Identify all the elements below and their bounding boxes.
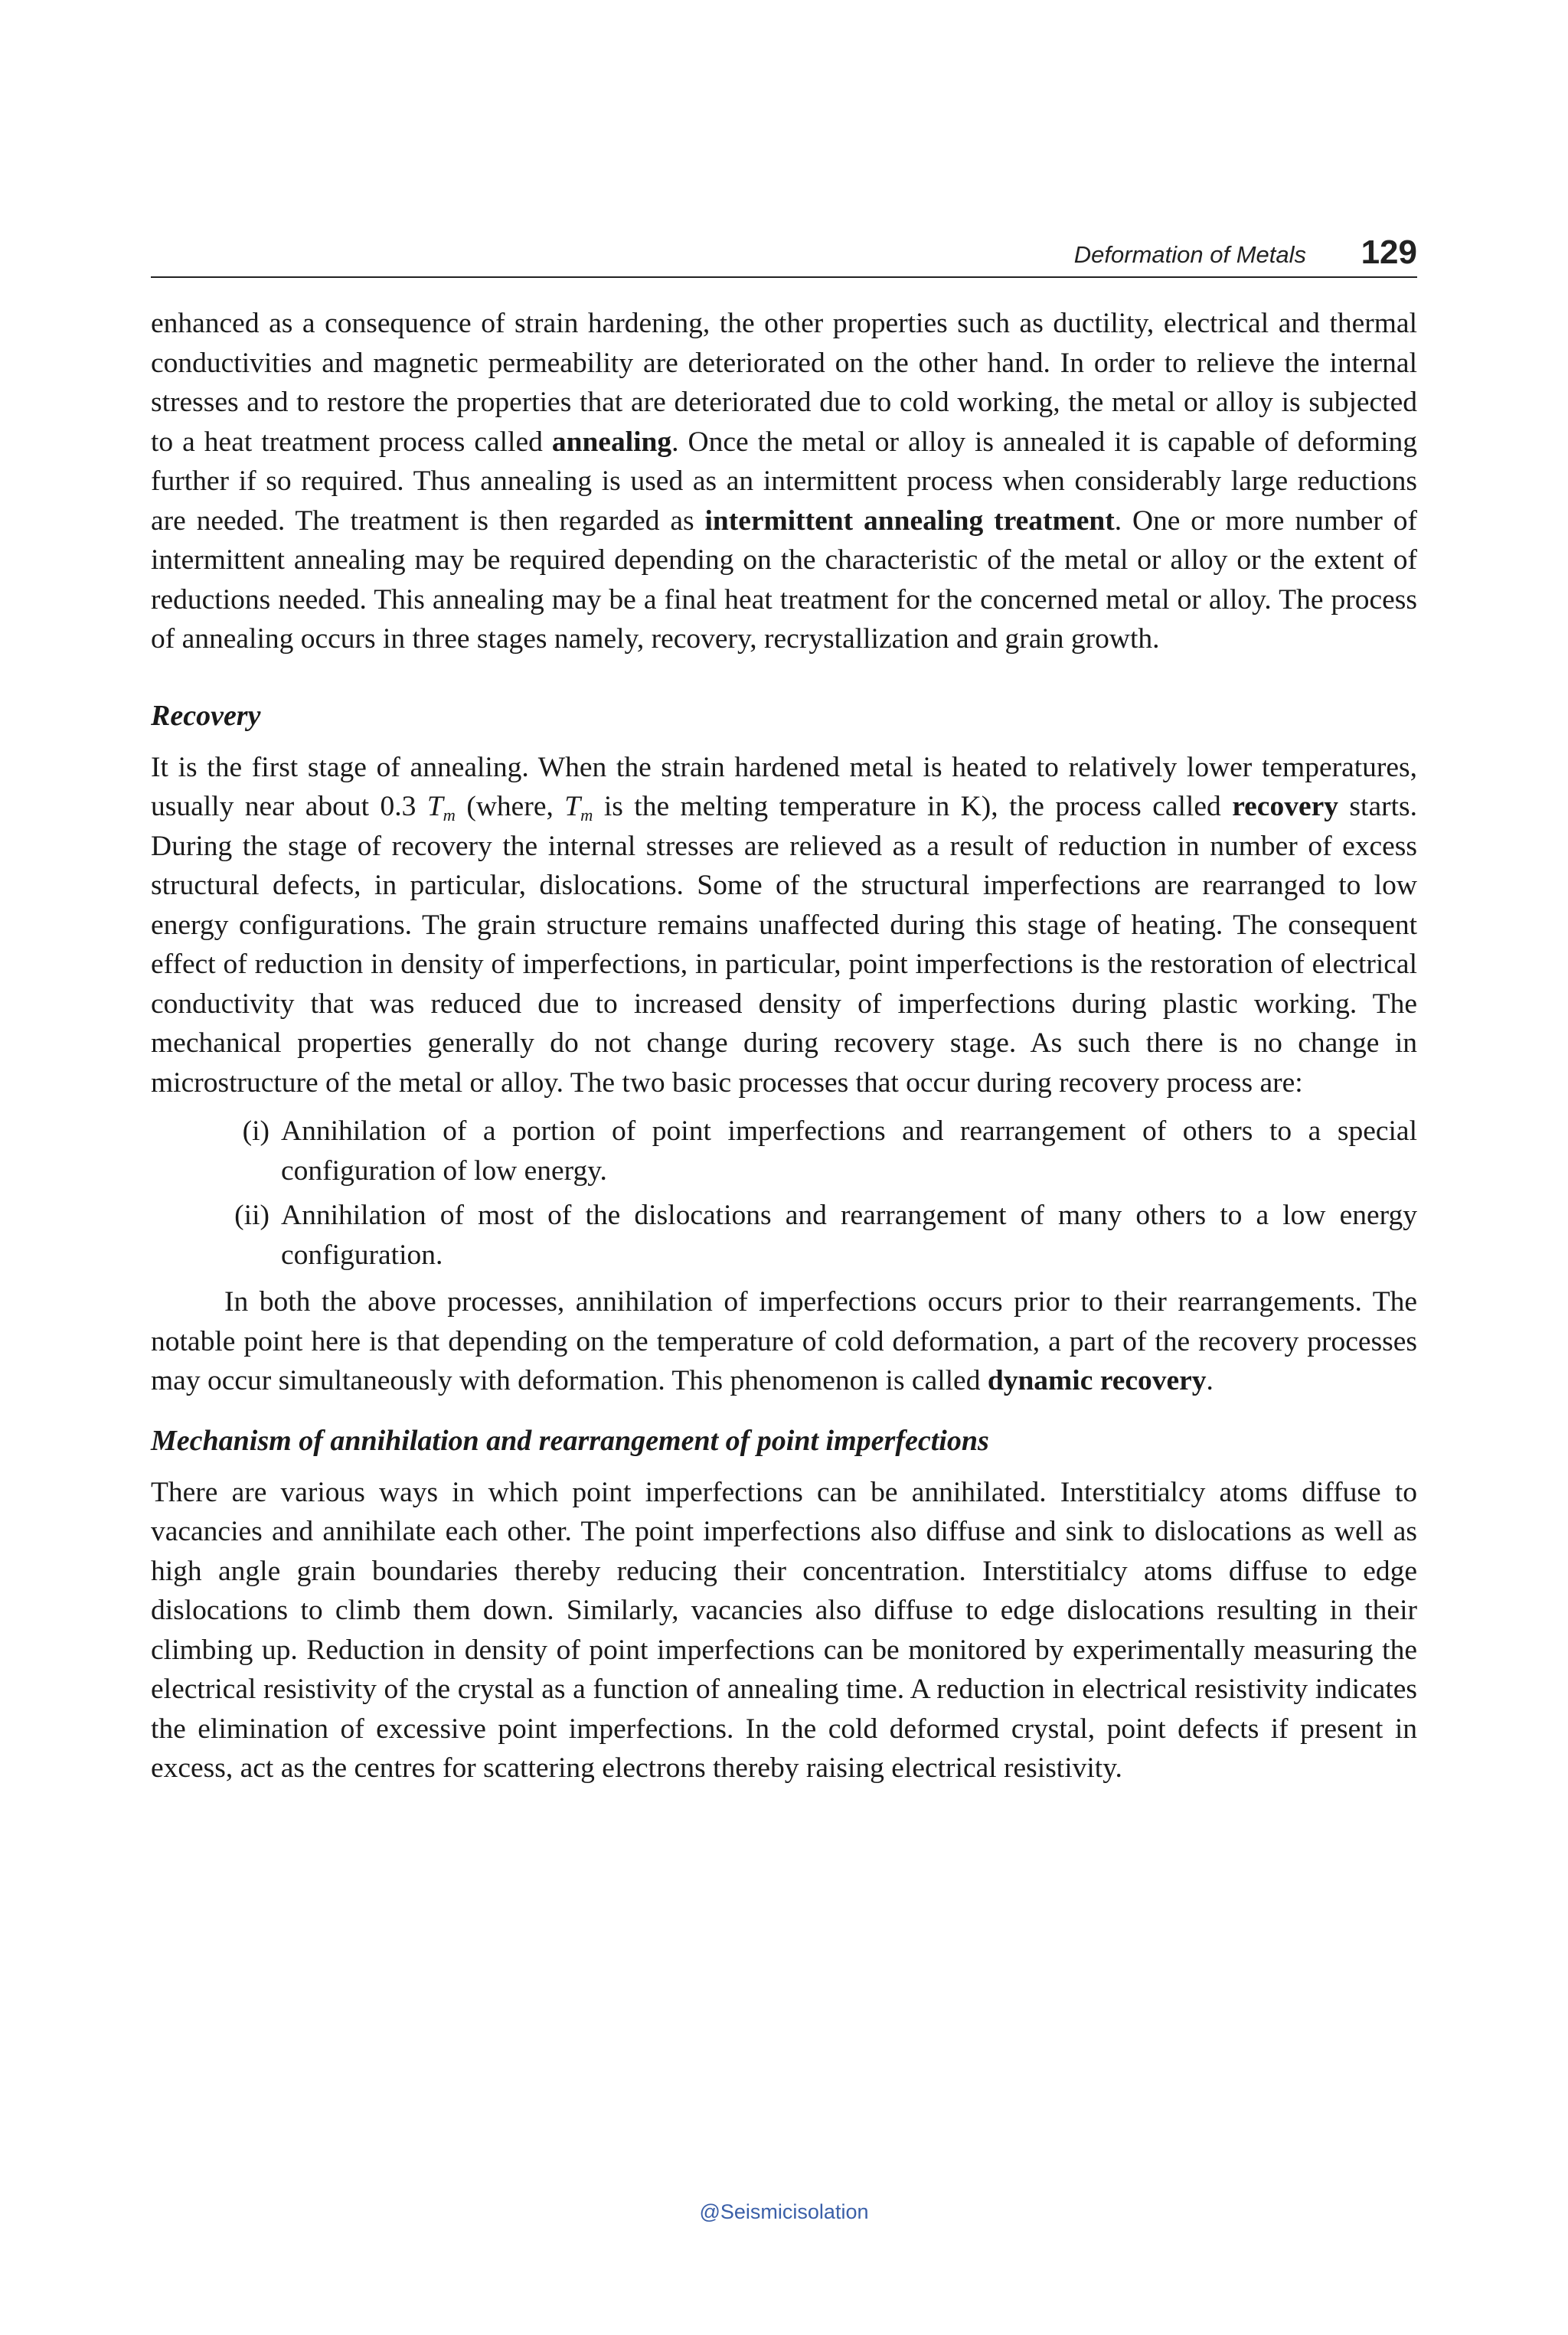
para-text: is the melting temperature in K), the process called <box>593 791 1233 822</box>
term-recovery: recovery <box>1232 791 1338 822</box>
paragraph-dynamic-recovery <box>151 1282 1417 1401</box>
list-item <box>151 1112 1417 1190</box>
running-header <box>151 234 1417 278</box>
running-title: Deformation of Metals <box>1073 241 1306 268</box>
para-text: starts. During the stage of recovery the internal stresses are relieved as a result of reduction in number of excess structural defects, in particular, dislocations. Some of the structural imperfections are rearranged to low energy configurations. The grain structure remains unaffected during this stage of heating. The consequent effect of reduction in density of imperfections, in particular, point imperfections is the restoration of electrical conductivity that was reduced due to increased density of imperfections during plastic working. The mechanical properties generally do not change during recovery stage. As such there is no change in microstructure of the metal or alloy. The two basic processes that occur during recovery process are: <box>151 791 1417 1099</box>
para-text: In both the above processes, annihilation of imperfections occurs prior to their rearrangements. The notable point here is that depending on the temperature of cold deformation, a part of the recovery processes may occur simultaneously with deformation. This phenomenon is called <box>151 1286 1417 1396</box>
paragraph-mechanism: There are various ways in which point imperfections can be annihilated. Interstitialcy atoms diffuse to vacancies and annihilate each other. The point imperfections also diffuse and sink to dislocations as well as high angle grain boundaries thereby reducing their concentration. Interstitialcy atoms diffuse to edge dislocations to climb them down. Similarly, vacancies also diffuse to edge dislocations resulting in their climbing up. Reduction in density of point imperfections can be monitored by experimentally measuring the electrical resistivity of the crystal as a function of annealing time. A reduction in electrical resistivity indicates the elimination of excessive point imperfections. In the cold deformed crystal, point defects if present in excess, act as the centres for scattering electrons thereby raising electrical resistivity. <box>151 1476 1417 1784</box>
heading-recovery: Recovery <box>151 699 261 732</box>
list-item-text: Annihilation of a portion of point imperfections and rearrangement of others to a special configuration of low energy. <box>281 1115 1417 1187</box>
symbol-Tm: $T_m$ <box>564 791 593 825</box>
watermark: @Seismicisolation <box>699 2200 869 2223</box>
para-text: (where, <box>455 791 565 822</box>
body-text <box>151 304 1417 1788</box>
page-number: 129 <box>1361 234 1417 271</box>
list-marker: (i) <box>242 1115 270 1147</box>
para-text: . Once the metal or alloy is annealed it is capable of deforming further if so required. Thus annealing is used as an intermittent process when considerably large reductions are needed. The treatment is then regarded as <box>151 426 1417 537</box>
symbol-Tm: $T_m$ <box>426 791 456 825</box>
para-text: enhanced as a consequence of strain hardening, the other properties such as ductility, electrical and thermal conductivities and magnetic permeability are deteriorated on the other hand. In order to relieve the internal stresses and to restore the properties that are deteriorated due to cold working, the metal or alloy is subjected to a heat treatment process called <box>151 308 1417 458</box>
list-item <box>151 1196 1417 1275</box>
term-dynamic-recovery: dynamic recovery <box>987 1365 1207 1396</box>
para-text: It is the first stage of annealing. When the strain hardened metal is heated to relatively lower temperatures, usually near about 0.3 <box>151 751 1417 822</box>
paragraph-recovery <box>151 748 1417 1103</box>
heading-mechanism: Mechanism of annihilation and rearrangement of point imperfections <box>151 1424 989 1457</box>
para-text: . One or more number of intermittent annealing may be required depending on the characteristic of the metal or alloy or the extent of reductions needed. This annealing may be a final heat treatment for the concerned metal or alloy. The process of annealing occurs in three stages namely, recovery, recrystallization and grain growth. <box>151 505 1417 655</box>
list-item-text: Annihilation of most of the dislocations and rearrangement of many others to a low energy configuration. <box>281 1200 1417 1271</box>
term-intermittent-annealing: intermittent annealing treatment <box>704 505 1115 537</box>
list-marker: (ii) <box>234 1200 270 1231</box>
para-text: . <box>1206 1365 1214 1396</box>
paragraph-annealing-intro <box>151 304 1417 659</box>
term-annealing: annealing <box>551 426 672 458</box>
